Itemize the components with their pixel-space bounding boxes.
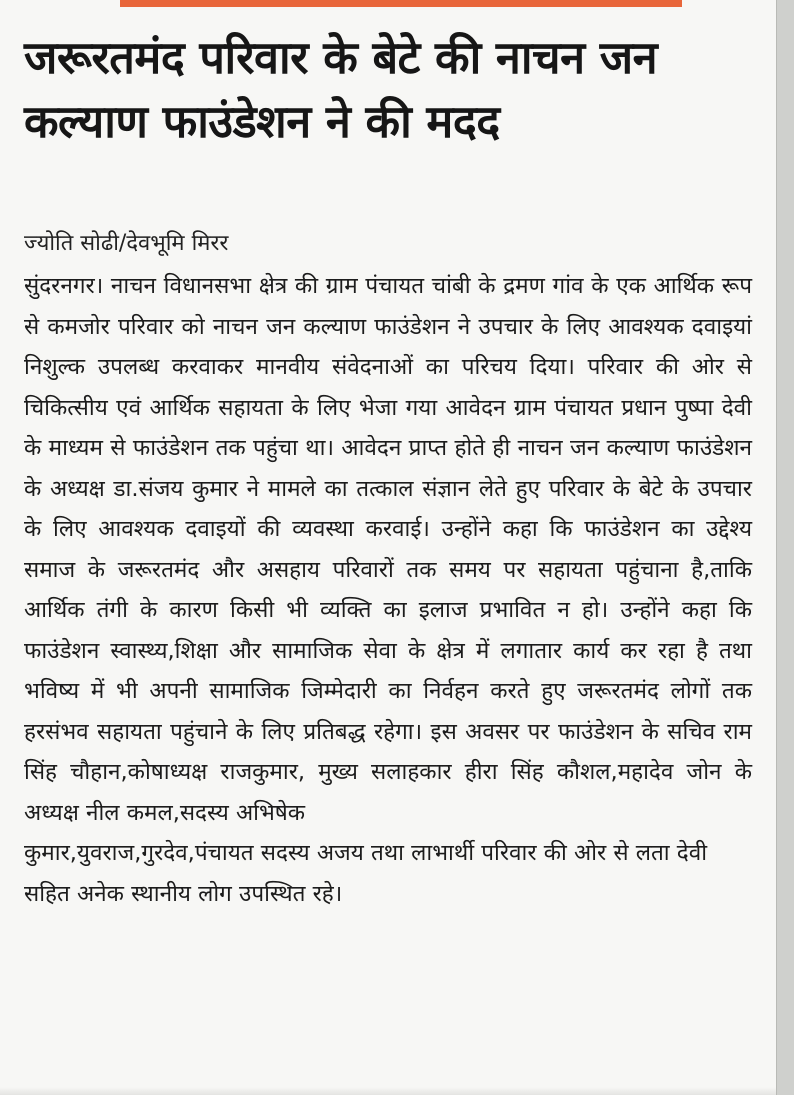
article-headline: जरूरतमंद परिवार के बेटे की नाचन जन कल्याण फाउंडेशन ने की मदद <box>24 31 658 148</box>
article-byline: ज्योति सोढी/देवभूमि मिरर <box>24 231 229 256</box>
page-edge-shadow <box>0 1087 776 1095</box>
accent-rule <box>120 0 682 7</box>
article-paragraph: कुमार,युवराज,गुरदेव,पंचायत सदस्य अजय तथा लाभार्थी परिवार की ओर से लता देवी सहित अनेक स्थानीय लोग उपस्थित रहे। <box>24 840 708 907</box>
article-body <box>24 266 752 914</box>
page-margin-strip <box>776 0 794 1095</box>
article-paragraph: सुंदरनगर। नाचन विधानसभा क्षेत्र की ग्राम पंचायत चांबी के द्रमण गांव के एक आर्थिक रूप से कमजोर परिवार को नाचन जन कल्याण फाउंडेशन ने उपचार के लिए आवश्यक दवाइयां निशुल्क उपलब्ध करवाकर मानवीय संवेदनाओं का परिचय दिया। परिवार की ओर से चिकित्सीय एवं आर्थिक सहायता के लिए भेजा गया आवेदन ग्राम पंचायत प्रधान पुष्पा देवी के माध्यम से फाउंडेशन तक पहुंचा था। आवेदन प्राप्त होते ही नाचन जन कल्याण फाउंडेशन के अध्यक्ष डा.संजय कुमार ने मामले का तत्काल संज्ञान लेते हुए परिवार के बेटे के उपचार के लिए आवश्यक दवाइयों की व्यवस्था करवाई। उन्होंने कहा कि फाउंडेशन का उद्देश्य समाज के जरूरतमंद और असहाय परिवारों तक समय पर सहायता पहुंचाना है,ताकि आर्थिक तंगी के कारण किसी भी व्यक्ति का इलाज प्रभावित न हो। उन्होंने कहा कि फाउंडेशन स्वास्थ्य,शिक्षा और सामाजिक सेवा के क्षेत्र में लगातार कार्य कर रहा है तथा भविष्य में भी अपनी सामाजिक जिम्मेदारी का निर्वहन करते हुए जरूरतमंद लोगों तक हरसंभव सहायता पहुंचाने के लिए प्रतिबद्ध रहेगा। इस अवसर पर फाउंडेशन के सचिव राम सिंह चौहान,कोषाध्यक्ष राजकुमार, मुख्य सलाहकार हीरा सिंह कौशल,महादेव जोन के अध्यक्ष नील कमल,सदस्य अभिषेक <box>24 273 752 826</box>
